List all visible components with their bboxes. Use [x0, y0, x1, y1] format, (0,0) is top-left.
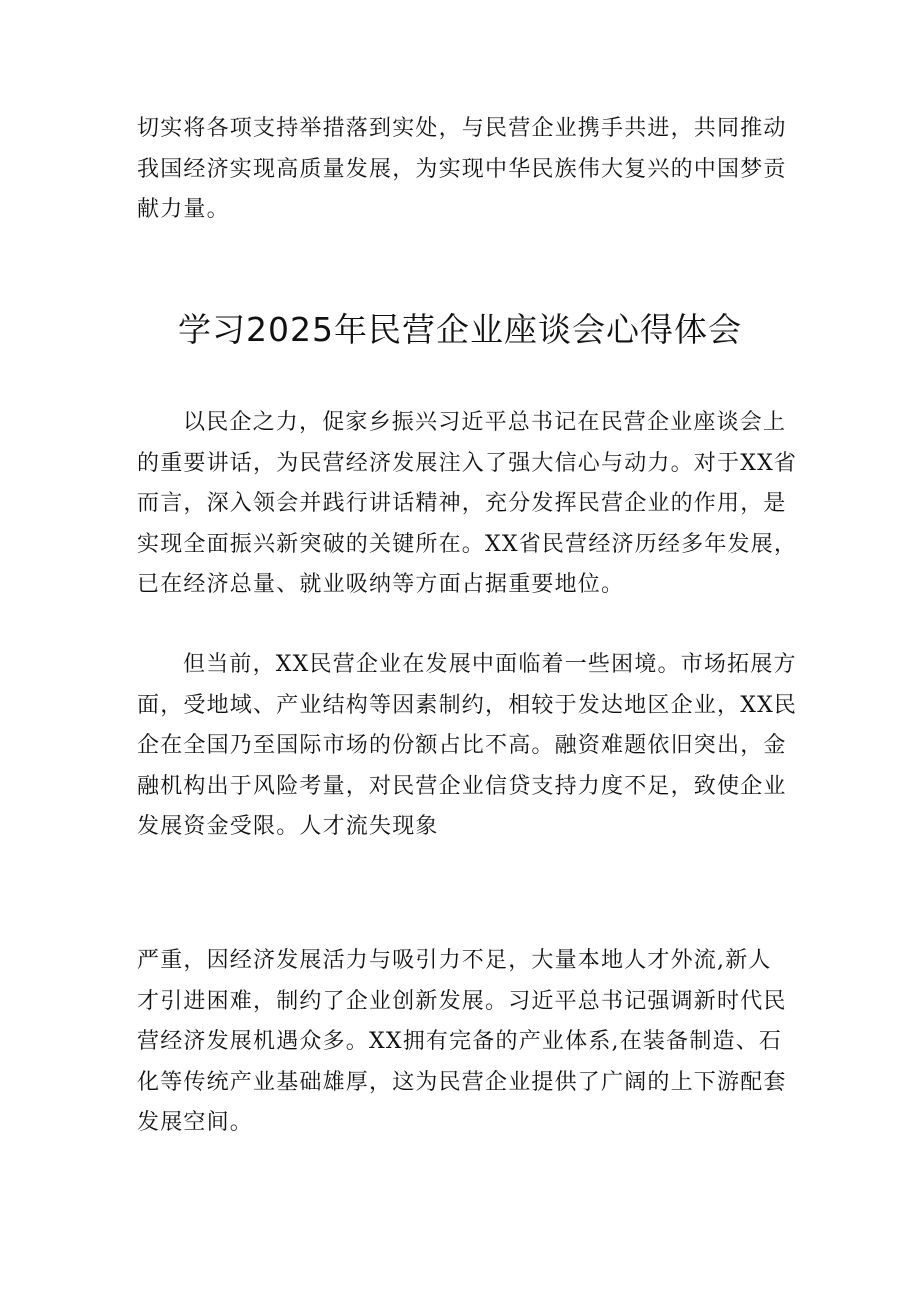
- body-paragraph-3: [137, 941, 797, 1144]
- text-line: 融机构出于风险考量，对民营企业信贷支持力度不足，致使企业: [137, 773, 787, 799]
- text-line: 我国经济实现高质量发展，为实现中华民族伟大复兴的中国梦贡: [137, 156, 787, 182]
- text-line: 发展资金受限。人才流失现象: [137, 814, 439, 839]
- text-line: 实现全面振兴新突破的关键所在。XX省民营经济历经多年发展，: [137, 531, 798, 557]
- text-line: 化等传统产业基础雄厚，这为民营企业提供了广阔的上下游配套: [137, 1069, 787, 1095]
- text-line: 已在经济总量、就业吸纳等方面占据重要地位。: [137, 572, 625, 597]
- text-line: 发展空间。: [137, 1110, 254, 1135]
- text-line: 企在全国乃至国际市场的份额占比不高。融资难题依旧突出，金: [137, 733, 787, 758]
- text-line: 以民企之力，促家乡振兴习近平总书记在民营企业座谈会上: [183, 410, 787, 435]
- document-title: 学习2025年民营企业座谈会心得体会: [178, 310, 742, 349]
- text-line: 而言，深入领会并践行讲话精神，充分发挥民营企业的作用，是: [137, 491, 787, 516]
- text-line: 的重要讲话，为民营经济发展注入了强大信心与动力。对于XX省: [137, 450, 798, 476]
- text-line: 切实将各项支持举措落到实处，与民营企业携手共进，共同推动: [137, 116, 787, 141]
- text-line: 但当前，XX民营企业在发展中面临着一些困境。市场拓展方: [183, 652, 797, 677]
- text-line: 面，受地域、产业结构等因素制约，相较于发达地区企业，XX民: [137, 692, 798, 718]
- body-paragraph-2: [137, 645, 797, 848]
- text-line: 才引进困难，制约了企业创新发展。习近平总书记强调新时代民: [137, 988, 787, 1014]
- intro-paragraph: [137, 109, 797, 231]
- text-line: 营经济发展机遇众多。XX拥有完备的产业体系,在装备制造、石: [137, 1029, 783, 1054]
- text-line: 严重，因经济发展活力与吸引力不足，大量本地人才外流,新人: [137, 948, 772, 973]
- text-line: 献力量。: [137, 197, 230, 222]
- body-paragraph-1: [137, 403, 797, 606]
